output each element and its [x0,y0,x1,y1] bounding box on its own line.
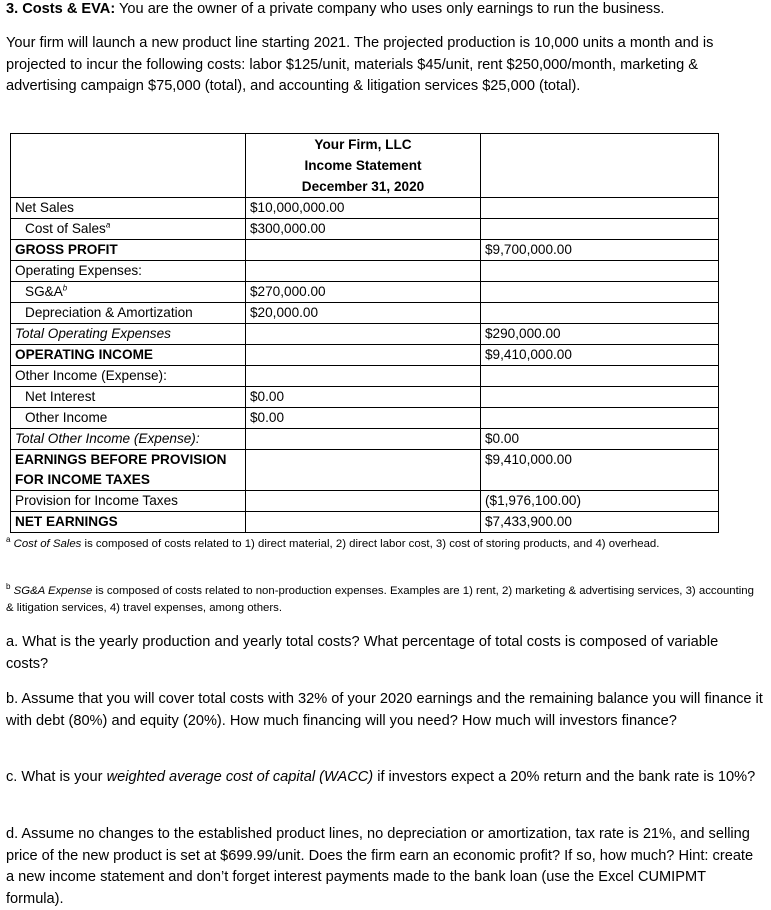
row-amount [246,470,481,491]
statement-row [11,219,719,240]
row-total-text: ($1,976,100.00) [485,493,581,508]
footnote-mark: a [105,220,111,230]
row-label [11,429,246,450]
statement-date: December 31, 2020 [301,179,425,194]
income-statement-table [10,133,719,533]
footnote-b-mark: b [6,582,11,592]
row-label [11,387,246,408]
row-label [11,324,246,345]
statement-row [11,282,719,303]
row-amount [246,450,481,471]
row-total [481,429,719,450]
footnote-b [6,583,763,617]
row-total-text: $9,410,000.00 [485,347,572,362]
row-label-text: Provision for Income Taxes [15,493,178,508]
row-total [481,387,719,408]
row-label [11,198,246,219]
footnote-b-italic: SG&A Expense [13,585,93,597]
footnote-b-text: is composed of costs related to non-production expenses. Examples are 1) rent, 2) marketing & advertising services, 3) accounting & litigation services, 4) travel expenses, among others. [6,585,754,614]
row-label-text: Other Income [25,410,108,425]
row-amount-text: $20,000.00 [250,305,319,320]
row-label-text: GROSS PROFIT [15,242,118,257]
statement-row [11,366,719,387]
row-amount [246,345,481,366]
row-label [11,303,246,324]
row-amount [246,219,481,240]
row-label [11,345,246,366]
row-label [11,219,246,240]
row-amount [246,491,481,512]
row-label [11,240,246,261]
row-amount [246,303,481,324]
row-amount-text: $10,000,000.00 [250,200,345,215]
row-total-text: $0.00 [485,431,520,446]
row-total-text: $9,700,000.00 [485,242,572,257]
row-label [11,512,246,533]
row-label [11,282,246,303]
row-label [11,450,246,471]
header-left-blank [11,134,246,198]
row-total [481,366,719,387]
part-a: a. What is the yearly production and yearly total costs? What percentage of total costs is composed of variable costs? [6,634,719,672]
row-amount [246,366,481,387]
row-label [11,366,246,387]
statement-title: Income Statement [304,158,422,173]
row-label [11,491,246,512]
row-amount-text: $0.00 [250,389,285,404]
row-label-text: NET EARNINGS [15,514,118,529]
question-title-text: You are the owner of a private company who uses only earnings to run the business. [115,1,665,17]
row-total [481,261,719,282]
row-amount-text: $0.00 [250,410,285,425]
row-label-text: Net Sales [15,200,74,215]
row-label [11,470,246,491]
statement-row [11,261,719,282]
footnote-a-text: is composed of costs related to 1) direct material, 2) direct labor cost, 3) cost of storing products, and 4) overhead. [81,538,660,550]
row-label-text: SG&A [25,284,63,299]
row-label-text: Other Income (Expense): [15,368,167,383]
footnote-a [6,536,763,553]
row-total [481,450,719,471]
statement-row [11,198,719,219]
question-intro: Your firm will launch a new product line starting 2021. The projected production is 10,000 units a month and is projected to incur the following costs: labor $125/unit, materials $45/unit, rent $250,000/month, marketing & advertising campaign $75,000 (total), and accounting & litigation services $25,000 (total). [6,35,714,94]
row-total [481,198,719,219]
part-b: b. Assume that you will cover total costs with 32% of your 2020 earnings and the remaining balance you will finance it with debt (80%) and equity (20%). How much financing will you need? How much will investors finance? [6,691,763,729]
statement-row [11,303,719,324]
row-label-text: OPERATING INCOME [15,347,153,362]
row-total [481,345,719,366]
statement-row [11,387,719,408]
footnote-mark: b [62,283,68,293]
row-total-text: $9,410,000.00 [485,452,572,467]
row-total-text: $7,433,900.00 [485,514,572,529]
part-c [6,767,763,789]
row-total [481,324,719,345]
part-c-post: if investors expect a 20% return and the bank rate is 10%? [373,769,756,785]
footnote-a-mark: a [6,535,11,545]
row-label-text: Depreciation & Amortization [25,305,193,320]
question-title [6,0,763,21]
statement-row [11,429,719,450]
statement-rows [11,198,719,533]
statement-header [246,134,481,198]
row-total [481,303,719,324]
row-label-text: EARNINGS BEFORE PROVISION [15,452,227,467]
statement-row [11,345,719,366]
statement-row [11,408,719,429]
statement-row [11,470,719,491]
row-total [481,470,719,491]
row-label [11,261,246,282]
statement-row [11,240,719,261]
row-amount [246,198,481,219]
row-total [481,491,719,512]
row-amount [246,408,481,429]
row-amount [246,512,481,533]
row-total-text: $290,000.00 [485,326,561,341]
row-total [481,219,719,240]
row-amount [246,387,481,408]
question-number: 3. Costs & EVA: [6,1,116,17]
row-label-text: FOR INCOME TAXES [15,472,150,487]
row-amount [246,282,481,303]
row-label-text: Cost of Sales [25,221,106,236]
row-amount [246,324,481,345]
part-d: d. Assume no changes to the established product lines, no depreciation or amortization, tax rate is 21%, and selling price of the new product is set at $699.99/unit. Does the firm earn an economic profit? If so, how much? Hint: create a new income statement and don’t forget interest payments made to the bank loan (use the Excel CUMIPMT formula). [6,826,754,907]
row-label-text: Total Operating Expenses [15,326,171,341]
row-amount-text: $300,000.00 [250,221,326,236]
company-name: Your Firm, LLC [314,137,412,152]
part-c-pre: c. What is your [6,769,107,785]
statement-row [11,450,719,471]
row-amount [246,240,481,261]
row-amount [246,261,481,282]
row-label-text: Operating Expenses: [15,263,142,278]
row-label-text: Net Interest [25,389,96,404]
row-total [481,408,719,429]
row-total [481,240,719,261]
row-amount-text: $270,000.00 [250,284,326,299]
footnote-a-italic: Cost of Sales [13,538,82,550]
row-label [11,408,246,429]
row-total [481,282,719,303]
row-total [481,512,719,533]
row-amount [246,429,481,450]
statement-row [11,324,719,345]
statement-row [11,491,719,512]
row-label-text: Total Other Income (Expense): [15,431,200,446]
part-c-italic: weighted average cost of capital (WACC) [106,769,374,785]
header-right-blank [481,134,719,198]
statement-row [11,512,719,533]
